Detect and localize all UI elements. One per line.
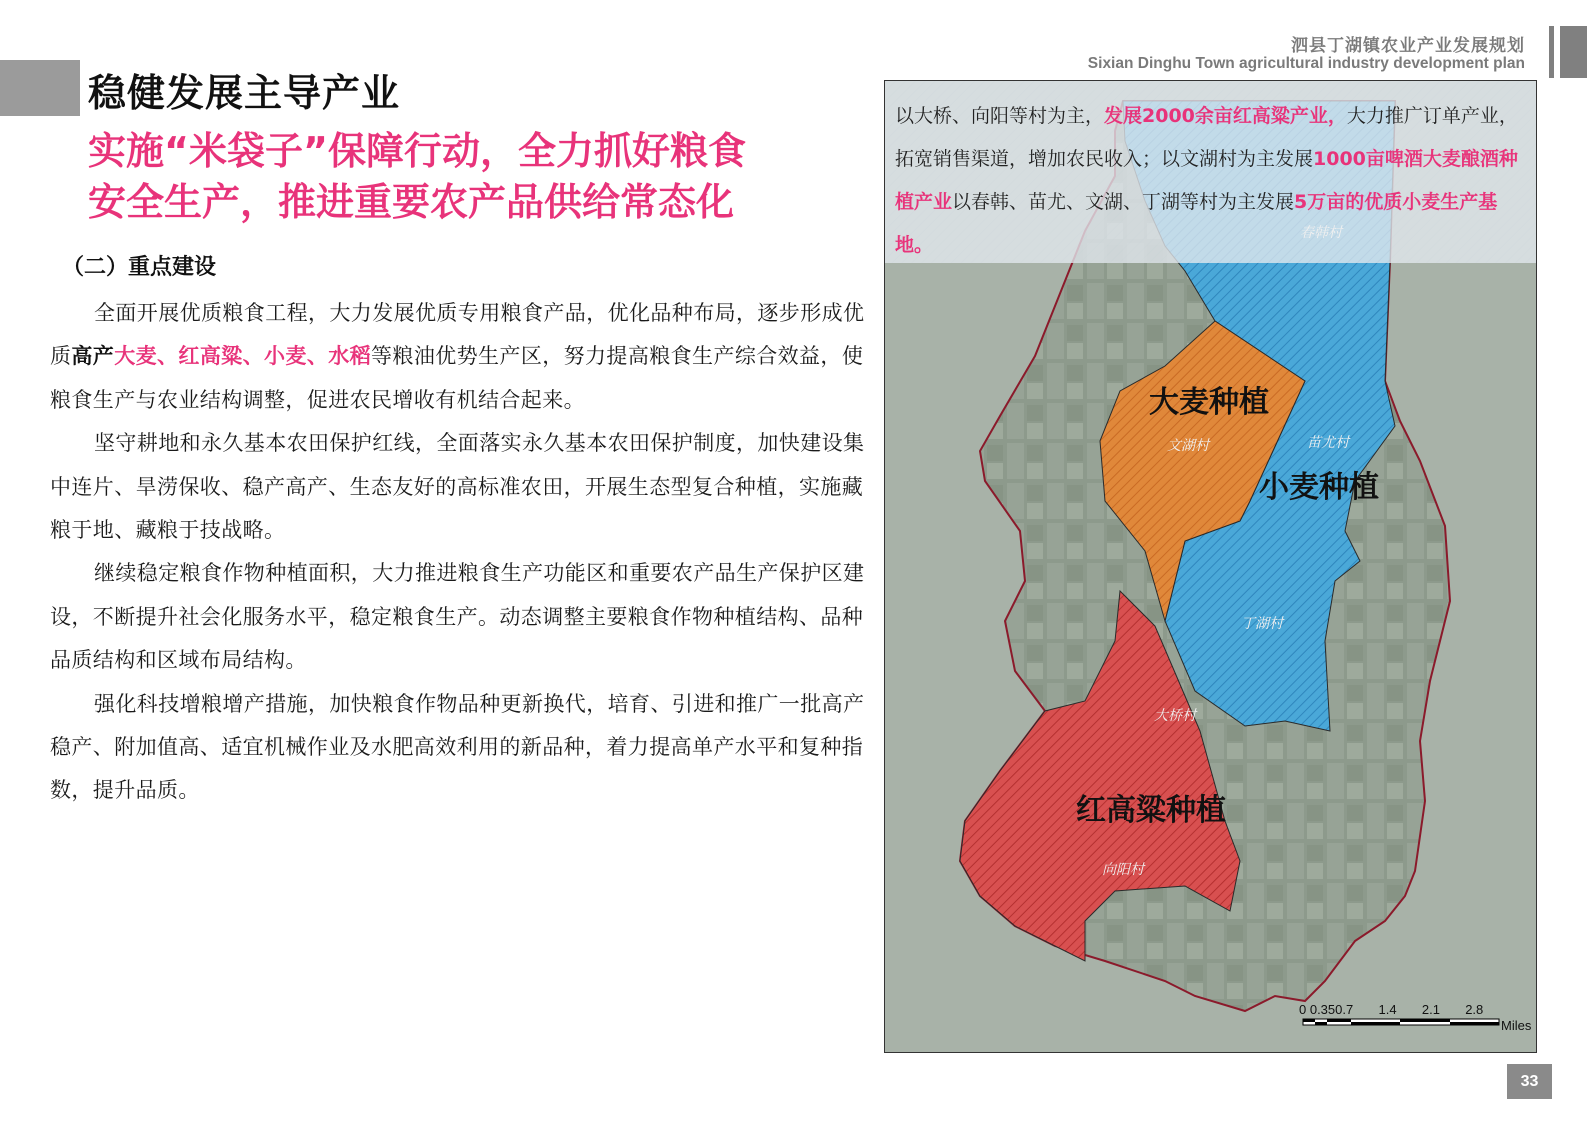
paragraph-1-bold: 高产: [71, 344, 115, 369]
body-text: [50, 292, 870, 813]
village-label-xiangyang: 向阳村: [1102, 862, 1144, 878]
paragraph-1: [50, 292, 870, 422]
scale-bar-ticks: 0 0.350.7 1.4 2.1 2.8: [1299, 1002, 1484, 1017]
village-label-dinghu: 丁湖村: [1241, 616, 1283, 632]
paragraph-2: 坚守耕地和永久基本农田保护红线，全面落实永久基本农田保护制度，加快建设集中连片、旱涝保收、稳产高产、生态友好的高标准农田，开展生态型复合种植，实施藏粮于地、藏粮于技战略。: [50, 431, 865, 543]
map-caption-text-a: 以大桥、向阳等村为主，: [895, 105, 1105, 127]
zone-label-sorghum: 红高粱种植: [1076, 793, 1226, 828]
zone-label-barley: 大麦种植: [1149, 385, 1269, 420]
village-label-chunhan: 春韩村: [1300, 225, 1342, 241]
map-caption-highlight-3: 5万亩的优质小麦生产基地。: [895, 191, 1498, 256]
section-title: 稳健发展主导产业: [88, 71, 401, 115]
village-label-daqiao: 大桥村: [1154, 708, 1196, 724]
paragraph-1-text-b: 等粮油优势生产区，努力提高粮食生产综合效益，使粮食生产与农业结构调整，促进农民增收有机结合起来。: [50, 344, 864, 412]
scale-bar-unit: Miles: [1501, 1018, 1532, 1033]
headline-line-2: 安全生产，推进重要农产品供给常态化: [88, 180, 735, 224]
header-accent-bar: [1549, 26, 1554, 78]
subheading: （二）重点建设: [62, 255, 217, 280]
document-title: 泗县丁湖镇农业产业发展规划: [1291, 36, 1525, 56]
paragraph-4: 强化科技增粮增产措施，加快粮食作物品种更新换代，培育、引进和推广一批高产稳产、附加值高、适宜机械作业及水肥高效利用的新品种，着力提高单产水平和复种指数，提升品质。: [50, 691, 865, 803]
map-caption-highlight-1: 发展2000余亩红高粱产业，: [1104, 105, 1347, 127]
map-caption-highlight-2: 1000亩啤酒大麦酿酒种植产业: [895, 148, 1518, 213]
map-caption: [885, 81, 1536, 263]
paragraph-1-highlight: 大麦、红高粱、小麦、水稻: [114, 344, 372, 369]
map-panel: [884, 80, 1537, 1053]
map-caption-text-b: 大力推广订单产业，拓宽销售渠道，增加农民收入；以文湖村为主发展: [895, 105, 1518, 170]
document-subtitle: Sixian Dinghu Town agricultural industry development plan: [1087, 55, 1525, 72]
village-label-wenhu: 文湖村: [1167, 438, 1209, 454]
paragraph-1-text-a: 全面开展优质粮食工程，大力发展优质专用粮食产品，优化品种布局，逐步形成优质: [50, 301, 865, 369]
map-caption-text-c: 以春韩、苗尤、文湖、丁湖等村为主发展: [952, 191, 1295, 213]
zone-label-wheat: 小麦种植: [1259, 470, 1379, 505]
header-accent-block: [1560, 26, 1587, 78]
scale-bar: [1303, 1019, 1499, 1025]
paragraph-3: 继续稳定粮食作物种植面积，大力推进粮食生产功能区和重要农产品生产保护区建设，不断提升社会化服务水平，稳定粮食生产。动态调整主要粮食作物种植结构、品种品质结构和区域布局结构。: [50, 561, 865, 673]
village-label-miaoyou: 苗尤村: [1307, 435, 1349, 451]
section-marker: [0, 60, 80, 116]
page-number: 33: [1507, 1064, 1552, 1099]
headline-line-1: 实施“米袋子”保障行动，全力抓好粮食: [88, 129, 746, 173]
headline: [88, 126, 868, 228]
